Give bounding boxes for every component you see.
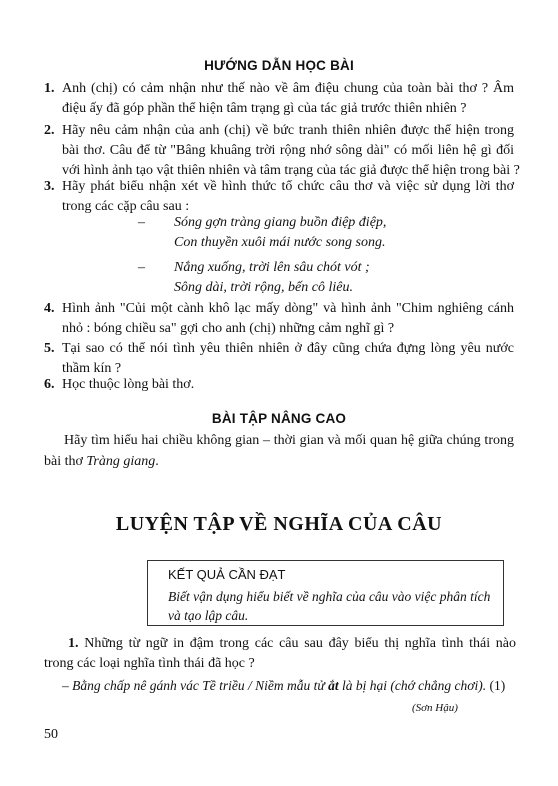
question-4 xyxy=(44,299,514,339)
poem-title: Tràng giang xyxy=(86,454,156,469)
box-text-line: Biết vận dụng hiểu biết về nghĩa của câu vào việc phân tích xyxy=(168,589,491,604)
exercise-1 xyxy=(44,634,516,674)
question-line: Học thuộc lòng bài thơ. xyxy=(62,377,195,392)
question-2 xyxy=(44,121,520,181)
question-line: Hình ảnh "Củi một cành khô lạc mấy dòng" và hình ảnh "Chim nghiêng cánh xyxy=(62,301,514,316)
question-6 xyxy=(44,375,514,395)
question-line: Tại sao có thể nói tình yêu thiên nhiên ở đây cũng chứa đựng lòng yêu nước xyxy=(62,341,514,356)
quote-text: là bị hại (chớ chẳng chơi). xyxy=(338,678,487,693)
exercise-text: Những từ ngữ in đậm trong các câu sau đây biểu thị nghĩa tình thái nào xyxy=(84,636,517,651)
exercise-line xyxy=(44,634,516,654)
exercise-number: 1. xyxy=(68,636,79,651)
question-5 xyxy=(44,339,514,379)
exercise-line: trong các loại nghĩa tình thái đã học ? xyxy=(44,656,255,671)
question-number: 3. xyxy=(44,179,55,194)
question-number: 1. xyxy=(44,81,55,96)
question-line: Hãy nêu cảm nhận của anh (chị) về bức tranh thiên nhiên được thể hiện trong xyxy=(62,123,514,138)
guide-title: HƯỚNG DẪN HỌC BÀI xyxy=(204,58,354,73)
quote-bold-word: ắt xyxy=(328,678,339,693)
question-number: 6. xyxy=(44,377,55,392)
verse-pair-1 xyxy=(140,213,386,253)
question-line: bài thơ. Câu để từ "Bâng khuâng trời rộng nhớ sông dài" có mối liên hệ gì đối xyxy=(62,143,514,158)
quote-source: (Sơn Hậu) xyxy=(412,702,458,714)
advanced-paragraph xyxy=(44,430,514,472)
learning-outcome-box xyxy=(147,560,504,626)
box-heading: KẾT QUẢ CẦN ĐẠT xyxy=(168,567,286,582)
quote-text: – Bằng chấp nê gánh vác Tề triều / Niềm mẫu tử xyxy=(62,678,329,693)
advanced-line-2-suffix: . xyxy=(155,454,159,469)
quote-ref: (1) xyxy=(486,678,506,693)
verse-pair-2 xyxy=(140,258,370,298)
question-line: Hãy phát biểu nhận xét về hình thức tổ chức câu thơ và việc sử dụng lời thơ xyxy=(62,179,514,194)
question-1 xyxy=(44,79,514,119)
lesson-title: LUYỆN TẬP VỀ NGHĨA CỦA CÂU xyxy=(115,513,443,535)
verse-line: Con thuyền xuôi mái nước song song. xyxy=(174,235,386,250)
question-3 xyxy=(44,177,514,217)
advanced-line-2 xyxy=(44,451,514,472)
question-line: Anh (chị) có cảm nhận như thế nào về âm điệu chung của toàn bài thơ ? Âm xyxy=(62,81,514,96)
verse-dash: – xyxy=(138,215,145,230)
question-number: 4. xyxy=(44,301,55,316)
question-number: 2. xyxy=(44,123,55,138)
example-quote xyxy=(62,678,505,694)
box-text-line: và tạo lập câu. xyxy=(168,608,249,623)
question-number: 5. xyxy=(44,341,55,356)
question-line: trong các cặp câu sau : xyxy=(62,199,190,214)
question-line: nhỏ : bóng chiều sa" gợi cho anh (chị) những cảm nghĩ gì ? xyxy=(62,321,395,336)
page-number: 50 xyxy=(44,727,58,742)
verse-line: Nắng xuống, trời lên sâu chót vót ; xyxy=(174,260,370,275)
advanced-line-2-prefix: bài thơ xyxy=(44,454,87,469)
advanced-title: BÀI TẬP NÂNG CAO xyxy=(211,411,347,426)
question-line: thầm kín ? xyxy=(62,361,122,376)
verse-line: Sóng gợn tràng giang buồn điệp điệp, xyxy=(174,215,387,230)
advanced-line: Hãy tìm hiểu hai chiều không gian – thời gian và mối quan hệ giữa chúng trong xyxy=(64,433,514,448)
verse-line: Sông dài, trời rộng, bến cô liêu. xyxy=(174,280,353,295)
verse-dash: – xyxy=(138,260,145,275)
question-line: điệu ấy đã góp phần thể hiện tâm trạng gì của tác giả trước thiên nhiên ? xyxy=(62,101,467,116)
question-line: với hình ảnh tạo vật thiên nhiên và tâm trạng của tác giả được thể hiện trong bài ? xyxy=(62,163,520,178)
